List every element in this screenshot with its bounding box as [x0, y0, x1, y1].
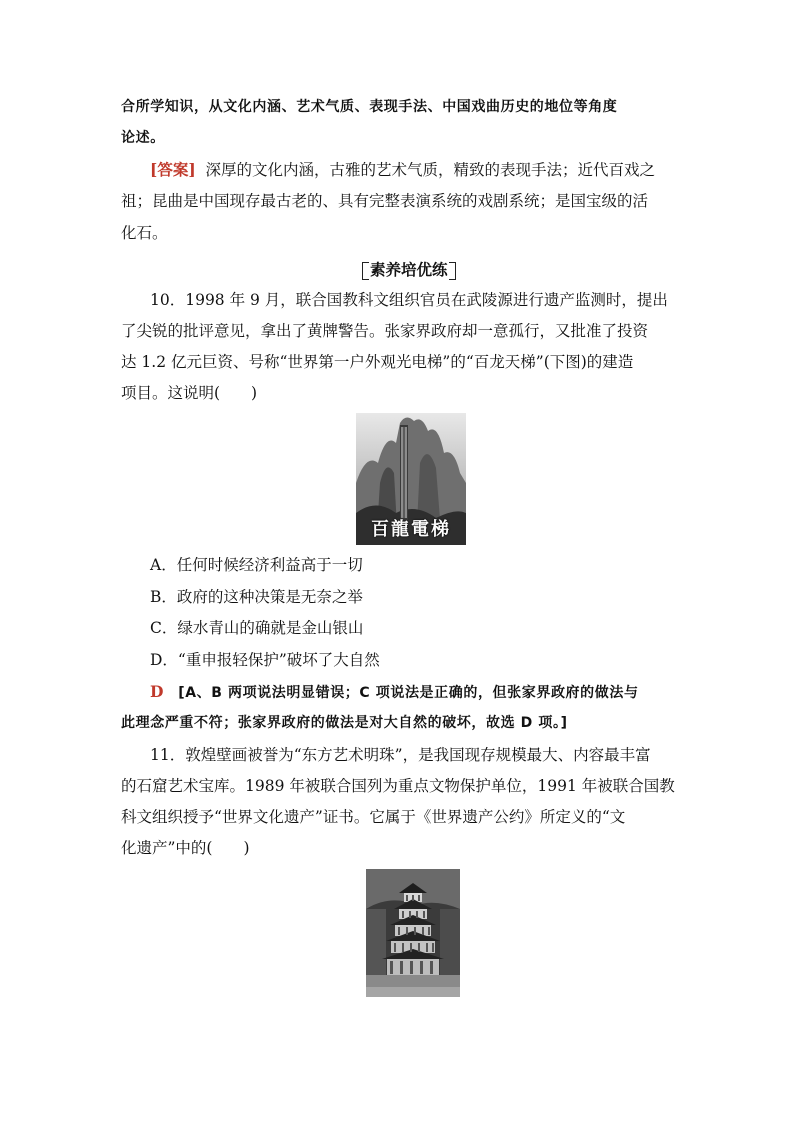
- q10-line-4: 项目。这说明( ): [121, 384, 258, 402]
- q10-option-d: D．“重申报轻保护”破坏了大自然: [150, 651, 380, 669]
- answer-line-1: [150, 160, 710, 180]
- bailong-elevator-caption: 百龍電梯: [371, 519, 451, 540]
- prev-question-text-line-2: 论述。: [121, 130, 165, 146]
- bailong-elevator-photo: [356, 413, 466, 545]
- answer-label: [答案]: [150, 160, 196, 179]
- dunhuang-pagoda-photo: [366, 869, 460, 997]
- q11-line-1: 11．敦煌壁画被誉为“东方艺术明珠”，是我国现存规模最大、内容最丰富: [150, 746, 651, 764]
- answer-line-2: 祖；昆曲是中国现存最古老的、具有完整表演系统的戏剧系统；是国宝级的活: [121, 192, 649, 210]
- q10-line-2: 了尖锐的批评意见，拿出了黄牌警告。张家界政府却一意孤行，又批准了投资: [121, 322, 649, 340]
- q10-explanation-text-1: [A、B 两项说法明显错误；C 项说法是正确的，但张家界政府的做法与: [178, 685, 639, 701]
- q11-line-2: 的石窟艺术宝库。1989 年被联合国列为重点文物保护单位，1991 年被联合国教: [121, 777, 675, 795]
- prev-question-text-line-1: 合所学知识，从文化内涵、艺术气质、表现手法、中国戏曲历史的地位等角度: [121, 99, 618, 115]
- q10-line-1: 10．1998 年 9 月，联合国教科文组织官员在武陵源进行遗产监测时，提出: [150, 291, 668, 309]
- q10-option-b: B．政府的这种决策是无奈之举: [150, 588, 363, 606]
- bracket-left-icon: [360, 261, 370, 281]
- q11-line-3: 科文组织授予“世界文化遗产”证书。它属于《世界遗产公约》所定义的“文: [121, 808, 626, 826]
- q10-option-c: C．绿水青山的确就是金山银山: [150, 619, 364, 637]
- q10-option-a: A．任何时候经济利益高于一切: [150, 556, 363, 574]
- section-title: [360, 258, 458, 281]
- answer-text-1: 深厚的文化内涵，古雅的艺术气质，精致的表现手法；近代百戏之: [205, 161, 656, 179]
- q10-line-3: 达 1.2 亿元巨资、号称“世界第一户外观光电梯”的“百龙天梯”(下图)的建造: [121, 353, 634, 371]
- section-title-text: 素养培优练: [370, 261, 448, 279]
- dunhuang-pagoda-image: [366, 869, 460, 997]
- answer-line-3: 化石。: [121, 224, 168, 242]
- q10-answer-letter: D: [150, 682, 164, 701]
- q10-explanation-line-1: [150, 682, 710, 703]
- q10-explanation-line-2: 此理念严重不符；张家界政府的做法是对大自然的破坏，故选 D 项。]: [121, 715, 568, 731]
- q11-line-4: 化遗产”中的( ): [121, 839, 250, 857]
- bracket-right-icon: [448, 261, 458, 281]
